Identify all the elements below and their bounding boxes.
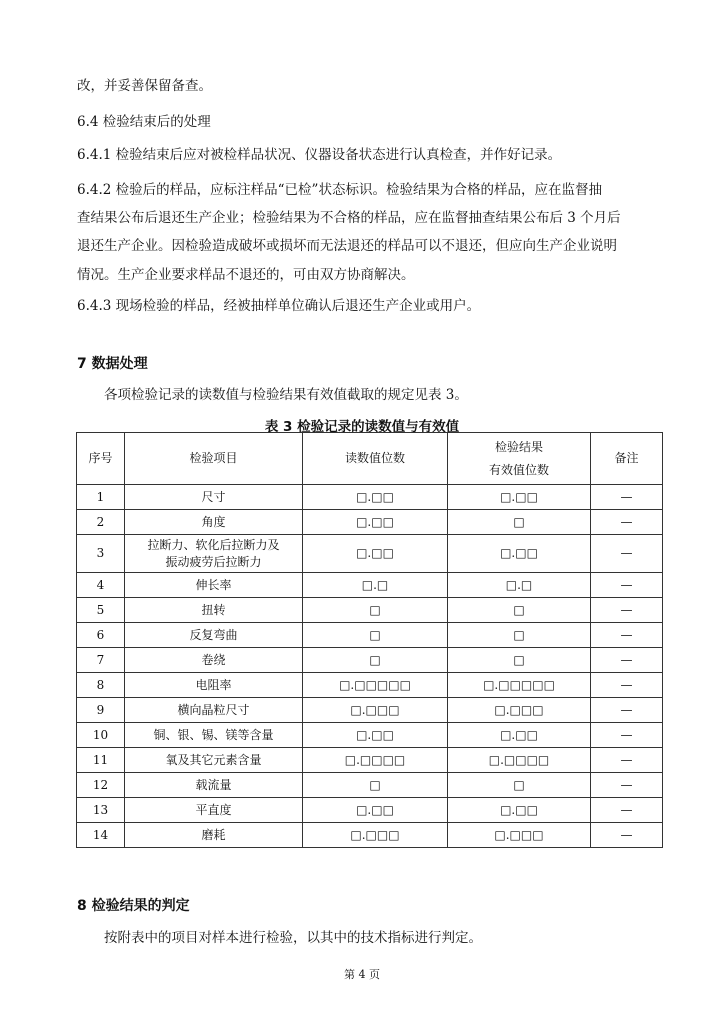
cell-no: 6 <box>77 623 125 648</box>
cell-reading: □ <box>303 773 448 798</box>
cell-no: 11 <box>77 748 125 773</box>
header-reading-digits: 读数值位数 <box>303 433 448 485</box>
table-row <box>77 510 663 535</box>
cell-reading: □.□□ <box>303 723 448 748</box>
cell-no: 2 <box>77 510 125 535</box>
cell-reading: □.□□ <box>303 798 448 823</box>
cell-item: 扭转 <box>125 598 303 623</box>
cell-result: □ <box>448 648 591 673</box>
section-7-text: 各项检验记录的读数值与检验结果有效值截取的规定见表 3。 <box>104 387 468 403</box>
cell-result: □ <box>448 510 591 535</box>
header-item: 检验项目 <box>125 433 303 485</box>
section-6-4-1-text: 6.4.1 检验结束后应对被检样品状况、仪器设备状态进行认真检查，并作好记录。 <box>77 147 562 163</box>
table-row <box>77 648 663 673</box>
section-8-heading: 8 检验结果的判定 <box>77 898 190 914</box>
table-row <box>77 798 663 823</box>
table-caption: 表 3 检验记录的读数值与有效值 <box>264 419 460 435</box>
cell-remark: — <box>591 510 663 535</box>
cell-reading: □.□□ <box>303 535 448 573</box>
cell-remark: — <box>591 623 663 648</box>
cell-item: 尺寸 <box>125 485 303 510</box>
cell-remark: — <box>591 535 663 573</box>
cell-item: 伸长率 <box>125 573 303 598</box>
cell-item: 平直度 <box>125 798 303 823</box>
cell-result: □.□□□□□ <box>448 673 591 698</box>
cell-item: 拉断力、软化后拉断力及振动疲劳后拉断力 <box>125 535 303 573</box>
cell-reading: □.□ <box>303 573 448 598</box>
section-6-4-2-text-line-3: 退还生产企业。因检验造成破坏或损坏而无法退还的样品可以不退还，但应向生产企业说明 <box>77 238 617 254</box>
cell-result: □ <box>448 623 591 648</box>
cell-result: □.□ <box>448 573 591 598</box>
cell-remark: — <box>591 773 663 798</box>
cell-no: 8 <box>77 673 125 698</box>
cell-reading: □.□□ <box>303 510 448 535</box>
table-row <box>77 673 663 698</box>
cell-result: □.□□ <box>448 798 591 823</box>
section-6-4-3-text: 6.4.3 现场检验的样品，经被抽样单位确认后退还生产企业或用户。 <box>77 298 481 314</box>
cell-no: 5 <box>77 598 125 623</box>
cell-remark: — <box>591 598 663 623</box>
cell-item: 角度 <box>125 510 303 535</box>
cell-remark: — <box>591 485 663 510</box>
table-header-row <box>77 433 663 485</box>
cell-remark: — <box>591 748 663 773</box>
cell-no: 10 <box>77 723 125 748</box>
section-6-4-title: 6.4 检验结束后的处理 <box>77 114 211 130</box>
cell-no: 9 <box>77 698 125 723</box>
table-row <box>77 485 663 510</box>
cell-reading: □.□□□ <box>303 698 448 723</box>
table-row <box>77 598 663 623</box>
cell-no: 3 <box>77 535 125 573</box>
section-8-text: 按附表中的项目对样本进行检验，以其中的技术指标进行判定。 <box>104 930 482 946</box>
cell-item: 氧及其它元素含量 <box>125 748 303 773</box>
table-row <box>77 723 663 748</box>
section-6-4-2-text-line-4: 情况。生产企业要求样品不退还的，可由双方协商解决。 <box>77 267 415 283</box>
cell-no: 14 <box>77 823 125 848</box>
table-row <box>77 773 663 798</box>
cell-reading: □.□□□□ <box>303 748 448 773</box>
cell-result: □.□□ <box>448 535 591 573</box>
table-row <box>77 698 663 723</box>
cell-item: 反复弯曲 <box>125 623 303 648</box>
cell-no: 12 <box>77 773 125 798</box>
cell-item: 磨耗 <box>125 823 303 848</box>
section-6-4-2-text-line-2: 查结果公布后退还生产企业；检验结果为不合格的样品，应在监督抽查结果公布后 3 个月后 <box>77 210 621 226</box>
cell-no: 1 <box>77 485 125 510</box>
page-number: 第 4 页 <box>344 968 380 981</box>
cell-result: □.□□□□ <box>448 748 591 773</box>
header-result-line-2: 有效值位数 <box>488 462 549 477</box>
table-row <box>77 748 663 773</box>
cell-no: 13 <box>77 798 125 823</box>
cell-result: □ <box>448 773 591 798</box>
cell-reading: □ <box>303 623 448 648</box>
table-row <box>77 623 663 648</box>
header-remark: 备注 <box>591 433 663 485</box>
cell-result: □.□□□ <box>448 698 591 723</box>
section-6-4-2-text-line-1: 6.4.2 检验后的样品，应标注样品“已检”状态标识。检验结果为合格的样品，应在监督抽 <box>77 182 602 198</box>
cell-reading: □.□□□□□ <box>303 673 448 698</box>
cell-result: □ <box>448 598 591 623</box>
cell-remark: — <box>591 673 663 698</box>
cell-item: 横向晶粒尺寸 <box>125 698 303 723</box>
cell-reading: □ <box>303 598 448 623</box>
cell-remark: — <box>591 723 663 748</box>
table-row <box>77 573 663 598</box>
reading-values-table <box>76 432 663 848</box>
cell-item: 卷绕 <box>125 648 303 673</box>
header-result-line-1: 检验结果 <box>494 440 543 455</box>
cell-result: □.□□ <box>448 485 591 510</box>
cell-result: □.□□ <box>448 723 591 748</box>
cell-remark: — <box>591 798 663 823</box>
header-result-digits <box>448 433 591 485</box>
cell-result: □.□□□ <box>448 823 591 848</box>
cell-remark: — <box>591 823 663 848</box>
cell-remark: — <box>591 648 663 673</box>
section-7-heading: 7 数据处理 <box>77 356 148 372</box>
cell-item: 铜、银、锡、镁等含量 <box>125 723 303 748</box>
header-no: 序号 <box>77 433 125 485</box>
table-row <box>77 535 663 573</box>
cell-item: 电阻率 <box>125 673 303 698</box>
table-row <box>77 823 663 848</box>
cell-reading: □.□□ <box>303 485 448 510</box>
cell-no: 4 <box>77 573 125 598</box>
cell-remark: — <box>591 573 663 598</box>
body-text-line: 改，并妥善保留备查。 <box>77 78 212 94</box>
cell-no: 7 <box>77 648 125 673</box>
cell-reading: □ <box>303 648 448 673</box>
cell-remark: — <box>591 698 663 723</box>
cell-item: 载流量 <box>125 773 303 798</box>
cell-reading: □.□□□ <box>303 823 448 848</box>
